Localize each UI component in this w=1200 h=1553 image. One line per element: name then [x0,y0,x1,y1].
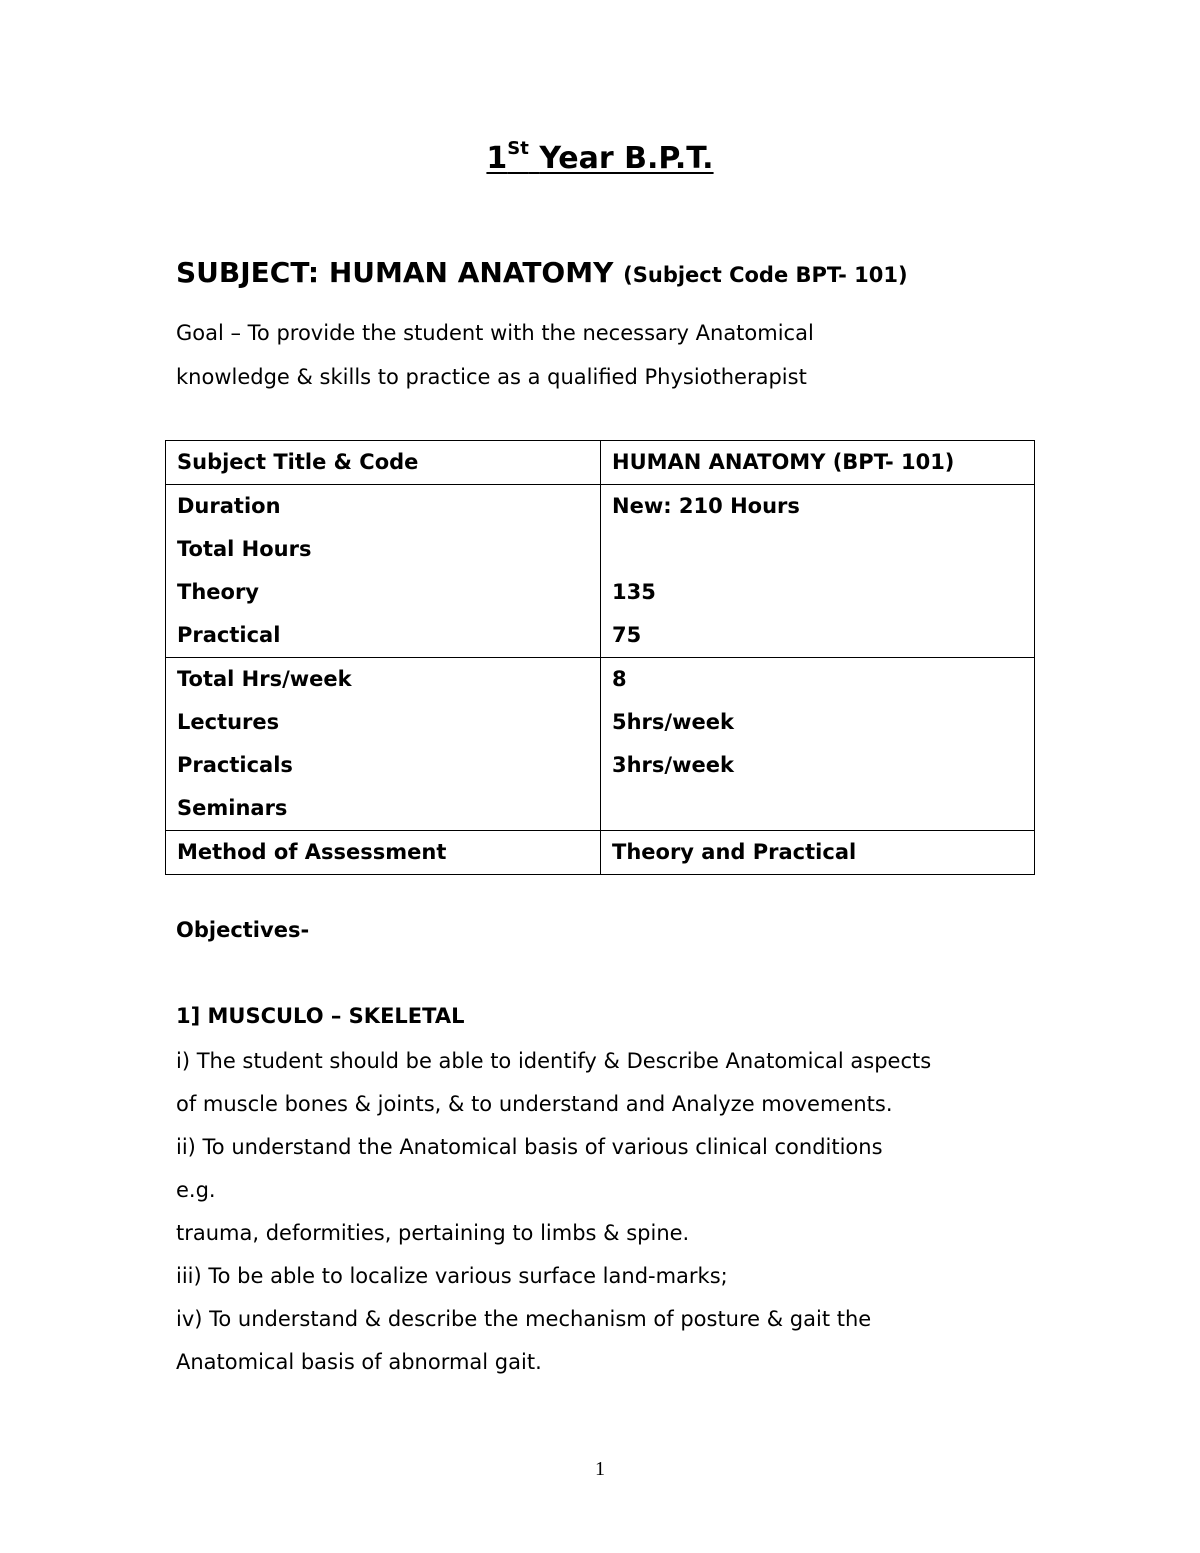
objective-line: iv) To understand & describe the mechanism of posture & gait the [176,1307,872,1331]
goal-line: knowledge & skills to practice as a qualified Physiotherapist [176,365,807,389]
page-number: 1 [595,1458,605,1480]
table-cell-label: Method of Assessment [166,831,601,875]
table-cell-label: Subject Title & Code [166,441,601,485]
objective-line: trauma, deformities, pertaining to limbs & spine. [176,1221,690,1245]
table-cell-value: Theory and Practical [601,831,1035,875]
subject-label: SUBJECT: HUMAN ANATOMY [176,256,614,289]
table-row [166,831,1035,875]
title-text: Year B.P.T. [539,141,714,176]
table-cell-value: New: 210 Hours 135 75 [601,485,1035,658]
table-cell-value: 8 5hrs/week 3hrs/week [601,658,1035,831]
section-heading: 1] MUSCULO – SKELETAL [176,1004,465,1028]
objective-line: ii) To understand the Anatomical basis of various clinical conditions [176,1135,883,1159]
objectives-heading: Objectives- [176,918,310,942]
objective-line: e.g. [176,1178,216,1202]
title-number: 1 [486,141,508,176]
syllabus-table [165,440,1035,875]
subject-code: (Subject Code BPT- 101) [623,263,908,287]
objective-line: i) The student should be able to identify & Describe Anatomical aspects [176,1049,932,1073]
table-row [166,441,1035,485]
title-superscript: St [507,138,529,159]
table-row [166,485,1035,658]
subject-heading [176,256,908,289]
table-row [166,658,1035,831]
goal-paragraph [176,311,1036,399]
objectives-list [176,1040,1056,1384]
table-cell-value: HUMAN ANATOMY (BPT- 101) [601,441,1035,485]
objective-line: Anatomical basis of abnormal gait. [176,1350,542,1374]
objective-line: iii) To be able to localize various surface land-marks; [176,1264,728,1288]
table-cell-label: Total Hrs/week Lectures Practicals Seminars [166,658,601,831]
table-cell-label: Duration Total Hours Theory Practical [166,485,601,658]
goal-line: Goal – To provide the student with the necessary Anatomical [176,321,814,345]
page-title [0,138,1200,176]
objective-line: of muscle bones & joints, & to understand and Analyze movements. [176,1092,893,1116]
